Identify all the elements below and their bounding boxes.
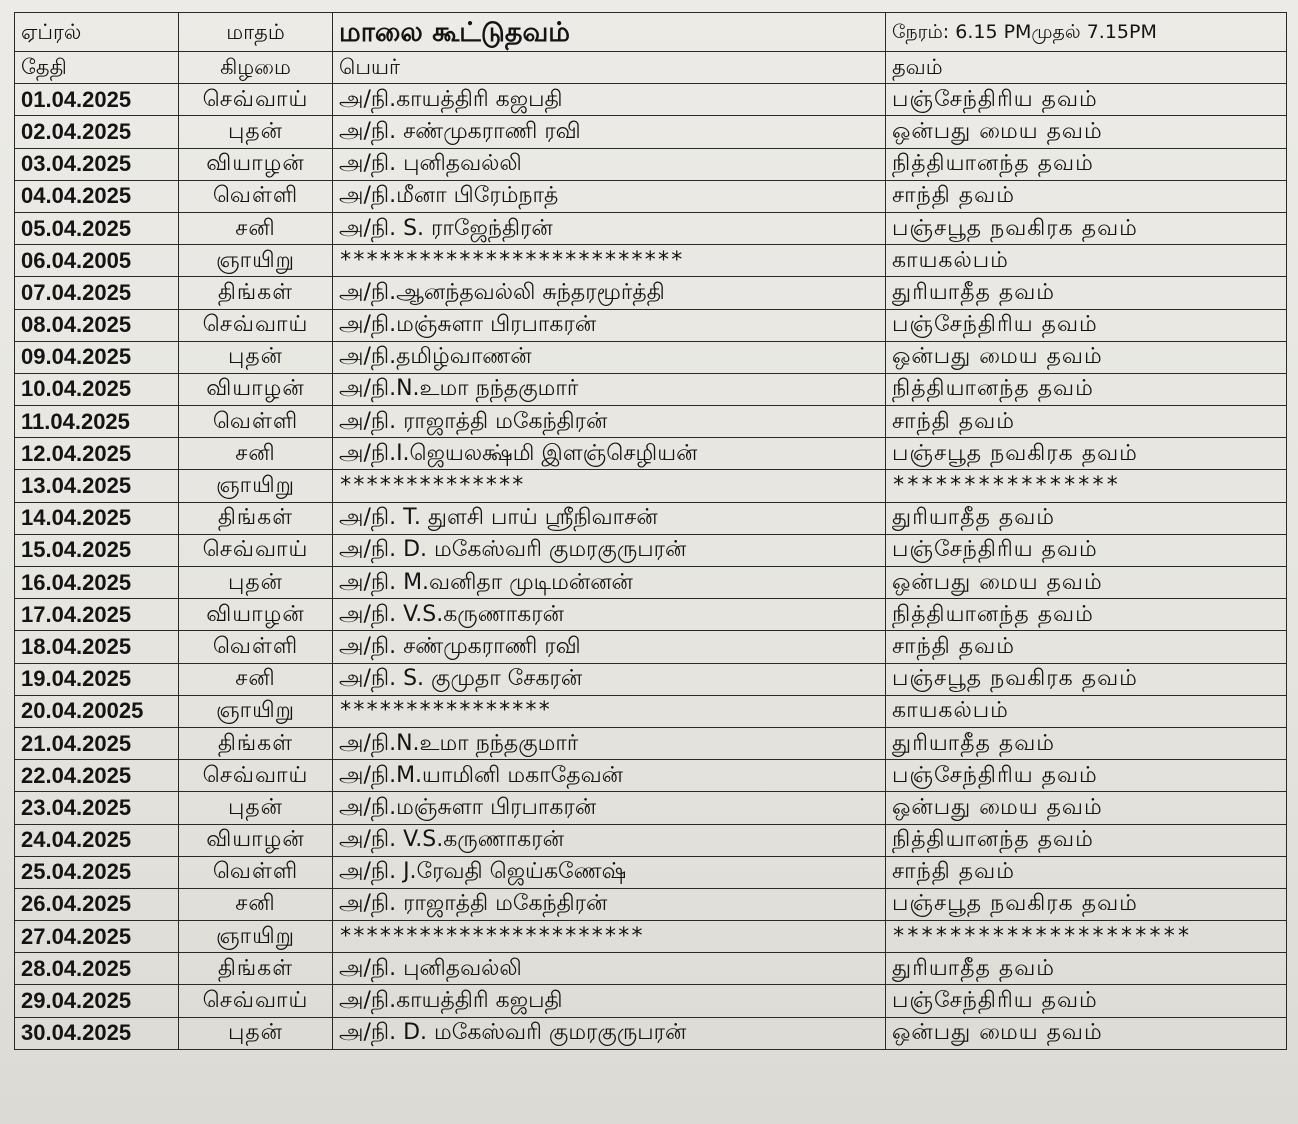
day-cell: திங்கள் [179, 502, 333, 534]
date-cell: 22.04.2025 [15, 760, 179, 792]
day-cell: திங்கள் [179, 727, 333, 759]
name-cell: அ/நி. S. குமுதா சேகரன் [333, 663, 886, 695]
day-cell: புதன் [179, 1017, 333, 1049]
day-cell: சனி [179, 888, 333, 920]
day-cell: ஞாயிறு [179, 921, 333, 953]
name-cell: அ/நி. V.S.கருணாகரன் [333, 599, 886, 631]
table-row [15, 341, 1287, 373]
tavam-cell: நித்தியானந்த தவம் [886, 373, 1287, 405]
tavam-cell: ஒன்பது மைய தவம் [886, 792, 1287, 824]
name-cell: அ/நி. V.S.கருணாகரன் [333, 824, 886, 856]
table-row [15, 502, 1287, 534]
table-row [15, 277, 1287, 309]
tavam-cell: சாந்தி தவம் [886, 856, 1287, 888]
schedule-table [14, 12, 1287, 1050]
table-row [15, 760, 1287, 792]
name-cell: அ/நி. T. துளசி பாய் ஸ்ரீநிவாசன் [333, 502, 886, 534]
name-cell: *********************** [333, 921, 886, 953]
table-row [15, 309, 1287, 341]
tavam-cell: சாந்தி தவம் [886, 180, 1287, 212]
tavam-cell: ஒன்பது மைய தவம் [886, 116, 1287, 148]
name-cell: அ/நி. J.ரேவதி ஜெய்கணேஷ் [333, 856, 886, 888]
table-row [15, 438, 1287, 470]
table-row [15, 373, 1287, 405]
date-cell: 02.04.2025 [15, 116, 179, 148]
column-header-date: தேதி [15, 52, 179, 84]
day-cell: வெள்ளி [179, 856, 333, 888]
date-cell: 14.04.2025 [15, 502, 179, 534]
table-row [15, 985, 1287, 1017]
date-cell: 08.04.2025 [15, 309, 179, 341]
table-row [15, 1017, 1287, 1049]
day-cell: திங்கள் [179, 953, 333, 985]
date-cell: 17.04.2025 [15, 599, 179, 631]
name-cell: அ/நி.காயத்திரி கஜபதி [333, 985, 886, 1017]
date-cell: 30.04.2025 [15, 1017, 179, 1049]
name-cell: அ/நி. புனிதவல்லி [333, 953, 886, 985]
name-cell: அ/நி.M.யாமினி மகாதேவன் [333, 760, 886, 792]
day-cell: வியாழன் [179, 599, 333, 631]
day-cell: புதன் [179, 116, 333, 148]
day-cell: சனி [179, 438, 333, 470]
table-row [15, 695, 1287, 727]
table-row [15, 856, 1287, 888]
header-row-columns [15, 52, 1287, 84]
name-cell: அ/நி. D. மகேஸ்வரி குமரகுருபரன் [333, 534, 886, 566]
tavam-cell: பஞ்சேந்திரிய தவம் [886, 985, 1287, 1017]
name-cell: அ/நி. சண்முகராணி ரவி [333, 116, 886, 148]
tavam-cell: பஞ்சேந்திரிய தவம் [886, 760, 1287, 792]
name-cell: அ/நி. சண்முகராணி ரவி [333, 631, 886, 663]
name-cell: ************************** [333, 245, 886, 277]
name-cell: ************** [333, 470, 886, 502]
day-cell: வெள்ளி [179, 180, 333, 212]
day-cell: புதன் [179, 341, 333, 373]
table-row [15, 406, 1287, 438]
table-row [15, 534, 1287, 566]
day-cell: செவ்வாய் [179, 84, 333, 116]
date-cell: 28.04.2025 [15, 953, 179, 985]
name-cell: அ/நி.N.உமா நந்தகுமார் [333, 727, 886, 759]
tavam-cell: துரியாதீத தவம் [886, 502, 1287, 534]
date-cell: 07.04.2025 [15, 277, 179, 309]
table-row [15, 148, 1287, 180]
date-cell: 06.04.2005 [15, 245, 179, 277]
tavam-cell: சாந்தி தவம் [886, 631, 1287, 663]
date-cell: 27.04.2025 [15, 921, 179, 953]
date-cell: 23.04.2025 [15, 792, 179, 824]
tavam-cell: துரியாதீத தவம் [886, 727, 1287, 759]
day-cell: புதன் [179, 567, 333, 599]
name-cell: அ/நி.மஞ்சுளா பிரபாகரன் [333, 309, 886, 341]
tavam-cell: பஞ்சேந்திரிய தவம் [886, 534, 1287, 566]
date-cell: 19.04.2025 [15, 663, 179, 695]
day-cell: வியாழன் [179, 824, 333, 856]
date-cell: 03.04.2025 [15, 148, 179, 180]
date-cell: 24.04.2025 [15, 824, 179, 856]
header-row-title [15, 13, 1287, 52]
name-cell: அ/நி.I.ஜெயலக்ஷ்மி இளஞ்செழியன் [333, 438, 886, 470]
tavam-cell: ஒன்பது மைய தவம் [886, 1017, 1287, 1049]
tavam-cell: ஒன்பது மைய தவம் [886, 341, 1287, 373]
tavam-cell: பஞ்சேந்திரிய தவம் [886, 84, 1287, 116]
day-cell: வெள்ளி [179, 631, 333, 663]
table-row [15, 921, 1287, 953]
day-cell: செவ்வாய் [179, 534, 333, 566]
tavam-cell: ஒன்பது மைய தவம் [886, 567, 1287, 599]
date-cell: 26.04.2025 [15, 888, 179, 920]
tavam-cell: ********************* [886, 921, 1287, 953]
date-cell: 21.04.2025 [15, 727, 179, 759]
day-cell: செவ்வாய் [179, 760, 333, 792]
month-label: மாதம் [179, 13, 333, 52]
tavam-cell: பஞ்சபூத நவகிரக தவம் [886, 663, 1287, 695]
table-row [15, 888, 1287, 920]
tavam-cell: பஞ்சேந்திரிய தவம் [886, 309, 1287, 341]
day-cell: ஞாயிறு [179, 470, 333, 502]
date-cell: 18.04.2025 [15, 631, 179, 663]
day-cell: சனி [179, 212, 333, 244]
name-cell: **************** [333, 695, 886, 727]
tavam-cell: நித்தியானந்த தவம் [886, 824, 1287, 856]
day-cell: வியாழன் [179, 373, 333, 405]
day-cell: ஞாயிறு [179, 245, 333, 277]
name-cell: அ/நி. S. ராஜேந்திரன் [333, 212, 886, 244]
date-cell: 05.04.2025 [15, 212, 179, 244]
name-cell: அ/நி.மஞ்சுளா பிரபாகரன் [333, 792, 886, 824]
tavam-cell: நித்தியானந்த தவம் [886, 148, 1287, 180]
date-cell: 15.04.2025 [15, 534, 179, 566]
table-row [15, 663, 1287, 695]
table-row [15, 824, 1287, 856]
tavam-cell: காயகல்பம் [886, 245, 1287, 277]
table-row [15, 631, 1287, 663]
table-row [15, 792, 1287, 824]
page-title: மாலை கூட்டுதவம் [333, 13, 886, 52]
name-cell: அ/நி.காயத்திரி கஜபதி [333, 84, 886, 116]
name-cell: அ/நி. D. மகேஸ்வரி குமரகுருபரன் [333, 1017, 886, 1049]
table-row [15, 84, 1287, 116]
date-cell: 25.04.2025 [15, 856, 179, 888]
column-header-day: கிழமை [179, 52, 333, 84]
table-row [15, 245, 1287, 277]
day-cell: வெள்ளி [179, 406, 333, 438]
date-cell: 13.04.2025 [15, 470, 179, 502]
table-row [15, 470, 1287, 502]
tavam-cell: பஞ்சபூத நவகிரக தவம் [886, 888, 1287, 920]
day-cell: திங்கள் [179, 277, 333, 309]
name-cell: அ/நி.N.உமா நந்தகுமார் [333, 373, 886, 405]
name-cell: அ/நி.தமிழ்வாணன் [333, 341, 886, 373]
date-cell: 10.04.2025 [15, 373, 179, 405]
day-cell: சனி [179, 663, 333, 695]
tavam-cell: பஞ்சபூத நவகிரக தவம் [886, 438, 1287, 470]
table-row [15, 212, 1287, 244]
table-row [15, 727, 1287, 759]
name-cell: அ/நி. M.வனிதா முடிமன்னன் [333, 567, 886, 599]
date-cell: 20.04.20025 [15, 695, 179, 727]
month-name: ஏப்ரல் [15, 13, 179, 52]
name-cell: அ/நி. புனிதவல்லி [333, 148, 886, 180]
tavam-cell: நித்தியானந்த தவம் [886, 599, 1287, 631]
date-cell: 09.04.2025 [15, 341, 179, 373]
session-time: நேரம்: 6.15 PMமுதல் 7.15PM [886, 13, 1287, 52]
table-row [15, 180, 1287, 212]
date-cell: 01.04.2025 [15, 84, 179, 116]
tavam-cell: துரியாதீத தவம் [886, 953, 1287, 985]
name-cell: அ/நி. ராஜாத்தி மகேந்திரன் [333, 406, 886, 438]
date-cell: 04.04.2025 [15, 180, 179, 212]
name-cell: அ/நி.ஆனந்தவல்லி சுந்தரமூர்த்தி [333, 277, 886, 309]
table-row [15, 953, 1287, 985]
date-cell: 29.04.2025 [15, 985, 179, 1017]
tavam-cell: காயகல்பம் [886, 695, 1287, 727]
day-cell: செவ்வாய் [179, 309, 333, 341]
day-cell: செவ்வாய் [179, 985, 333, 1017]
day-cell: ஞாயிறு [179, 695, 333, 727]
table-row [15, 116, 1287, 148]
day-cell: புதன் [179, 792, 333, 824]
table-row [15, 567, 1287, 599]
date-cell: 16.04.2025 [15, 567, 179, 599]
column-header-tavam: தவம் [886, 52, 1287, 84]
column-header-name: பெயர் [333, 52, 886, 84]
tavam-cell: துரியாதீத தவம் [886, 277, 1287, 309]
date-cell: 11.04.2025 [15, 406, 179, 438]
tavam-cell: **************** [886, 470, 1287, 502]
tavam-cell: பஞ்சபூத நவகிரக தவம் [886, 212, 1287, 244]
day-cell: வியாழன் [179, 148, 333, 180]
tavam-cell: சாந்தி தவம் [886, 406, 1287, 438]
table-row [15, 599, 1287, 631]
date-cell: 12.04.2025 [15, 438, 179, 470]
name-cell: அ/நி. ராஜாத்தி மகேந்திரன் [333, 888, 886, 920]
name-cell: அ/நி.மீனா பிரேம்நாத் [333, 180, 886, 212]
